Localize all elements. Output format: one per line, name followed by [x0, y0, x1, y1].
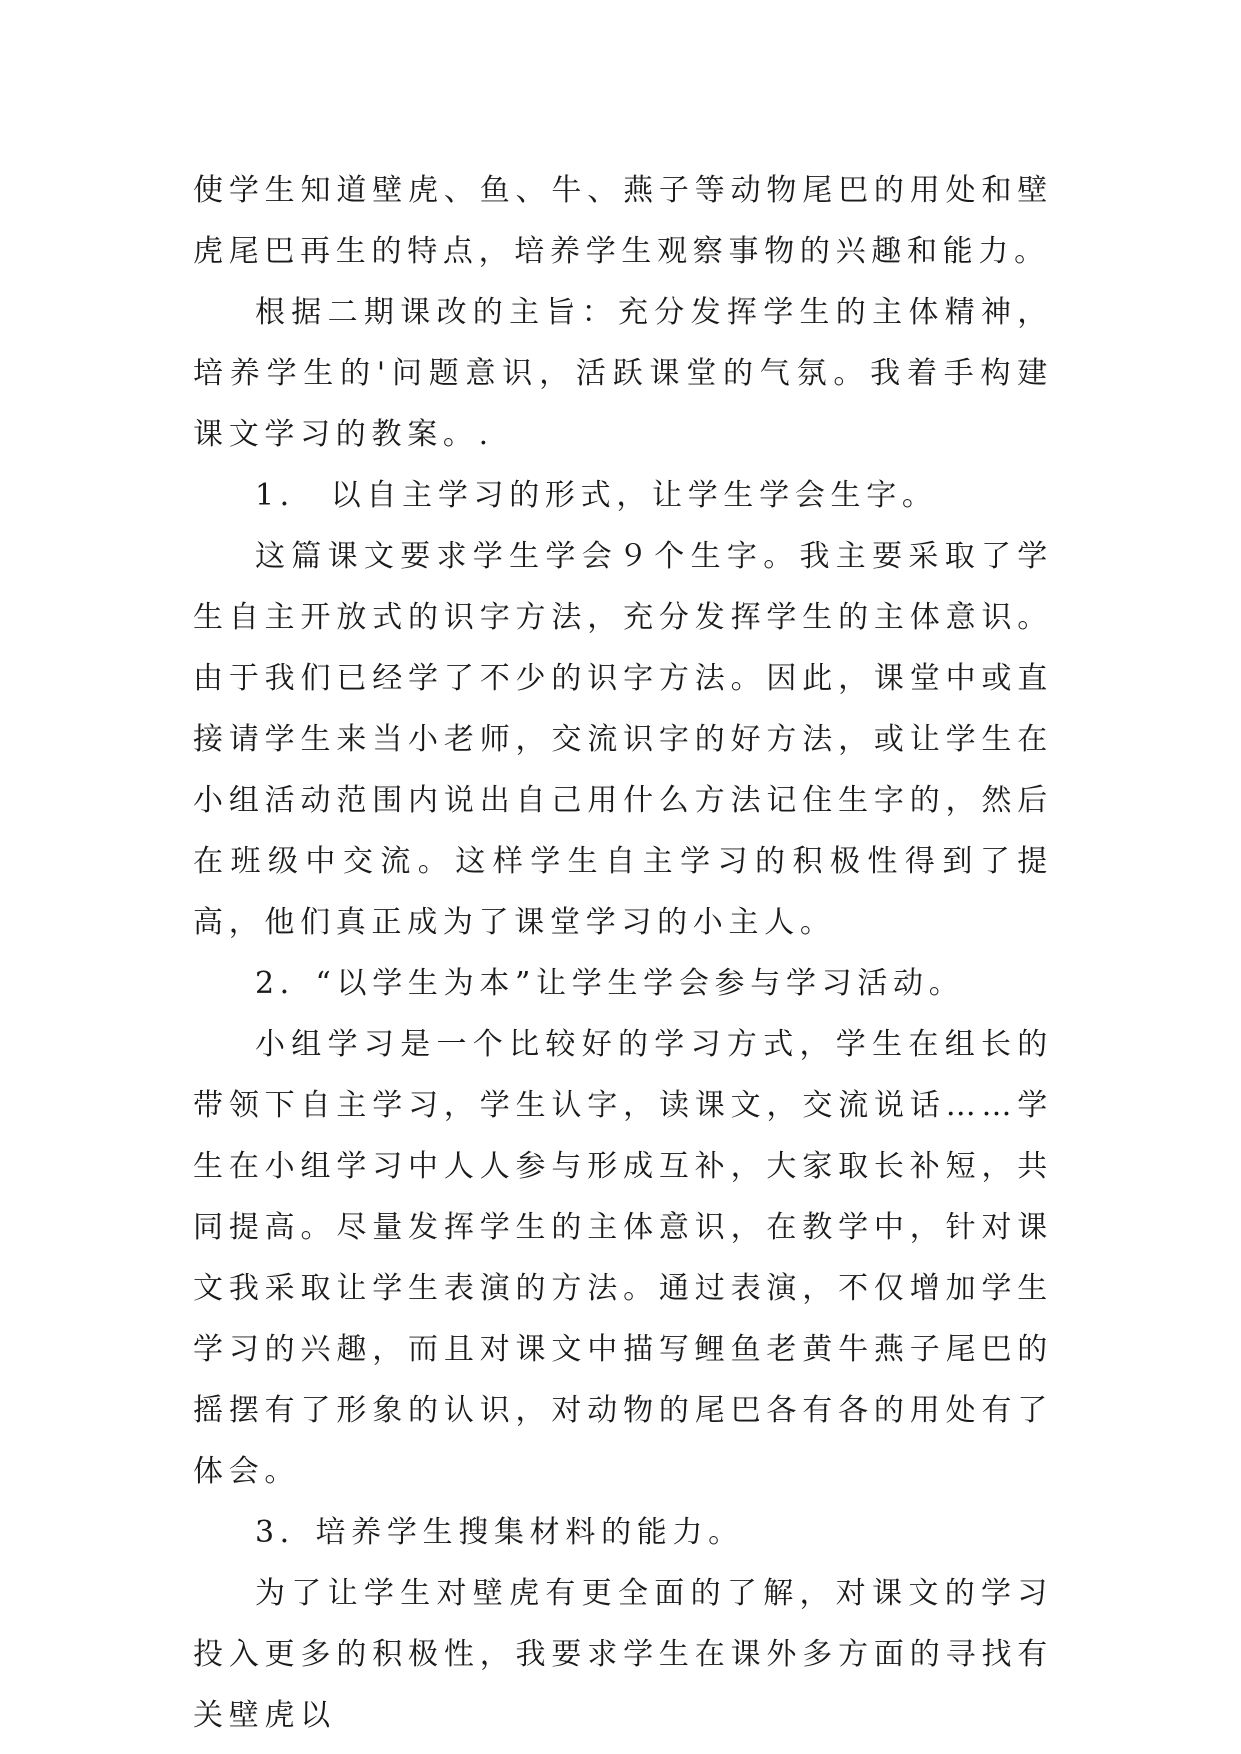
- section-heading: 2．“以学生为本”让学生学会参与学习活动。: [255, 966, 965, 1001]
- paragraph: 为了让学生对壁虎有更全面的了解，对课文的学习投入更多的积极性，我要求学生在课外多方面的寻找有关壁虎以: [193, 1576, 1053, 1733]
- paragraph: 小组学习是一个比较好的学习方式，学生在组长的带领下自主学习，学生认字，读课文，交流说话……学生在小组学习中人人参与形成互补，大家取长补短，共同提高。尽量发挥学生的主体意识，在教学中，针对课文我采取让学生表演的方法。通过表演，不仅增加学生学习的兴趣，而且对课文中描写鲤鱼老黄牛燕子尾巴的摇摆有了形象的认识，对动物的尾巴各有各的用处有了体会。: [193, 1027, 1053, 1489]
- paragraph: 使学生知道壁虎、鱼、牛、燕子等动物尾巴的用处和壁虎尾巴再生的特点，培养学生观察事物的兴趣和能力。: [193, 173, 1053, 269]
- section-heading: 1． 以自主学习的形式，让学生学会生字。: [255, 478, 938, 513]
- paragraph: 这篇课文要求学生学会９个生字。我主要采取了学生自主开放式的识字方法，充分发挥学生的主体意识。由于我们已经学了不少的识字方法。因此，课堂中或直接请学生来当小老师，交流识字的好方法，或让学生在小组活动范围内说出自己用什么方法记住生字的，然后在班级中交流。这样学生自主学习的积极性得到了提高，他们真正成为了课堂学习的小主人。: [193, 539, 1053, 940]
- document-body: [193, 160, 1053, 1746]
- paragraph: 根据二期课改的主旨：充分发挥学生的主体精神，培养学生的'问题意识，活跃课堂的气氛。我着手构建课文学习的教案。.: [193, 295, 1053, 452]
- section-heading: 3．培养学生搜集材料的能力。: [255, 1515, 744, 1550]
